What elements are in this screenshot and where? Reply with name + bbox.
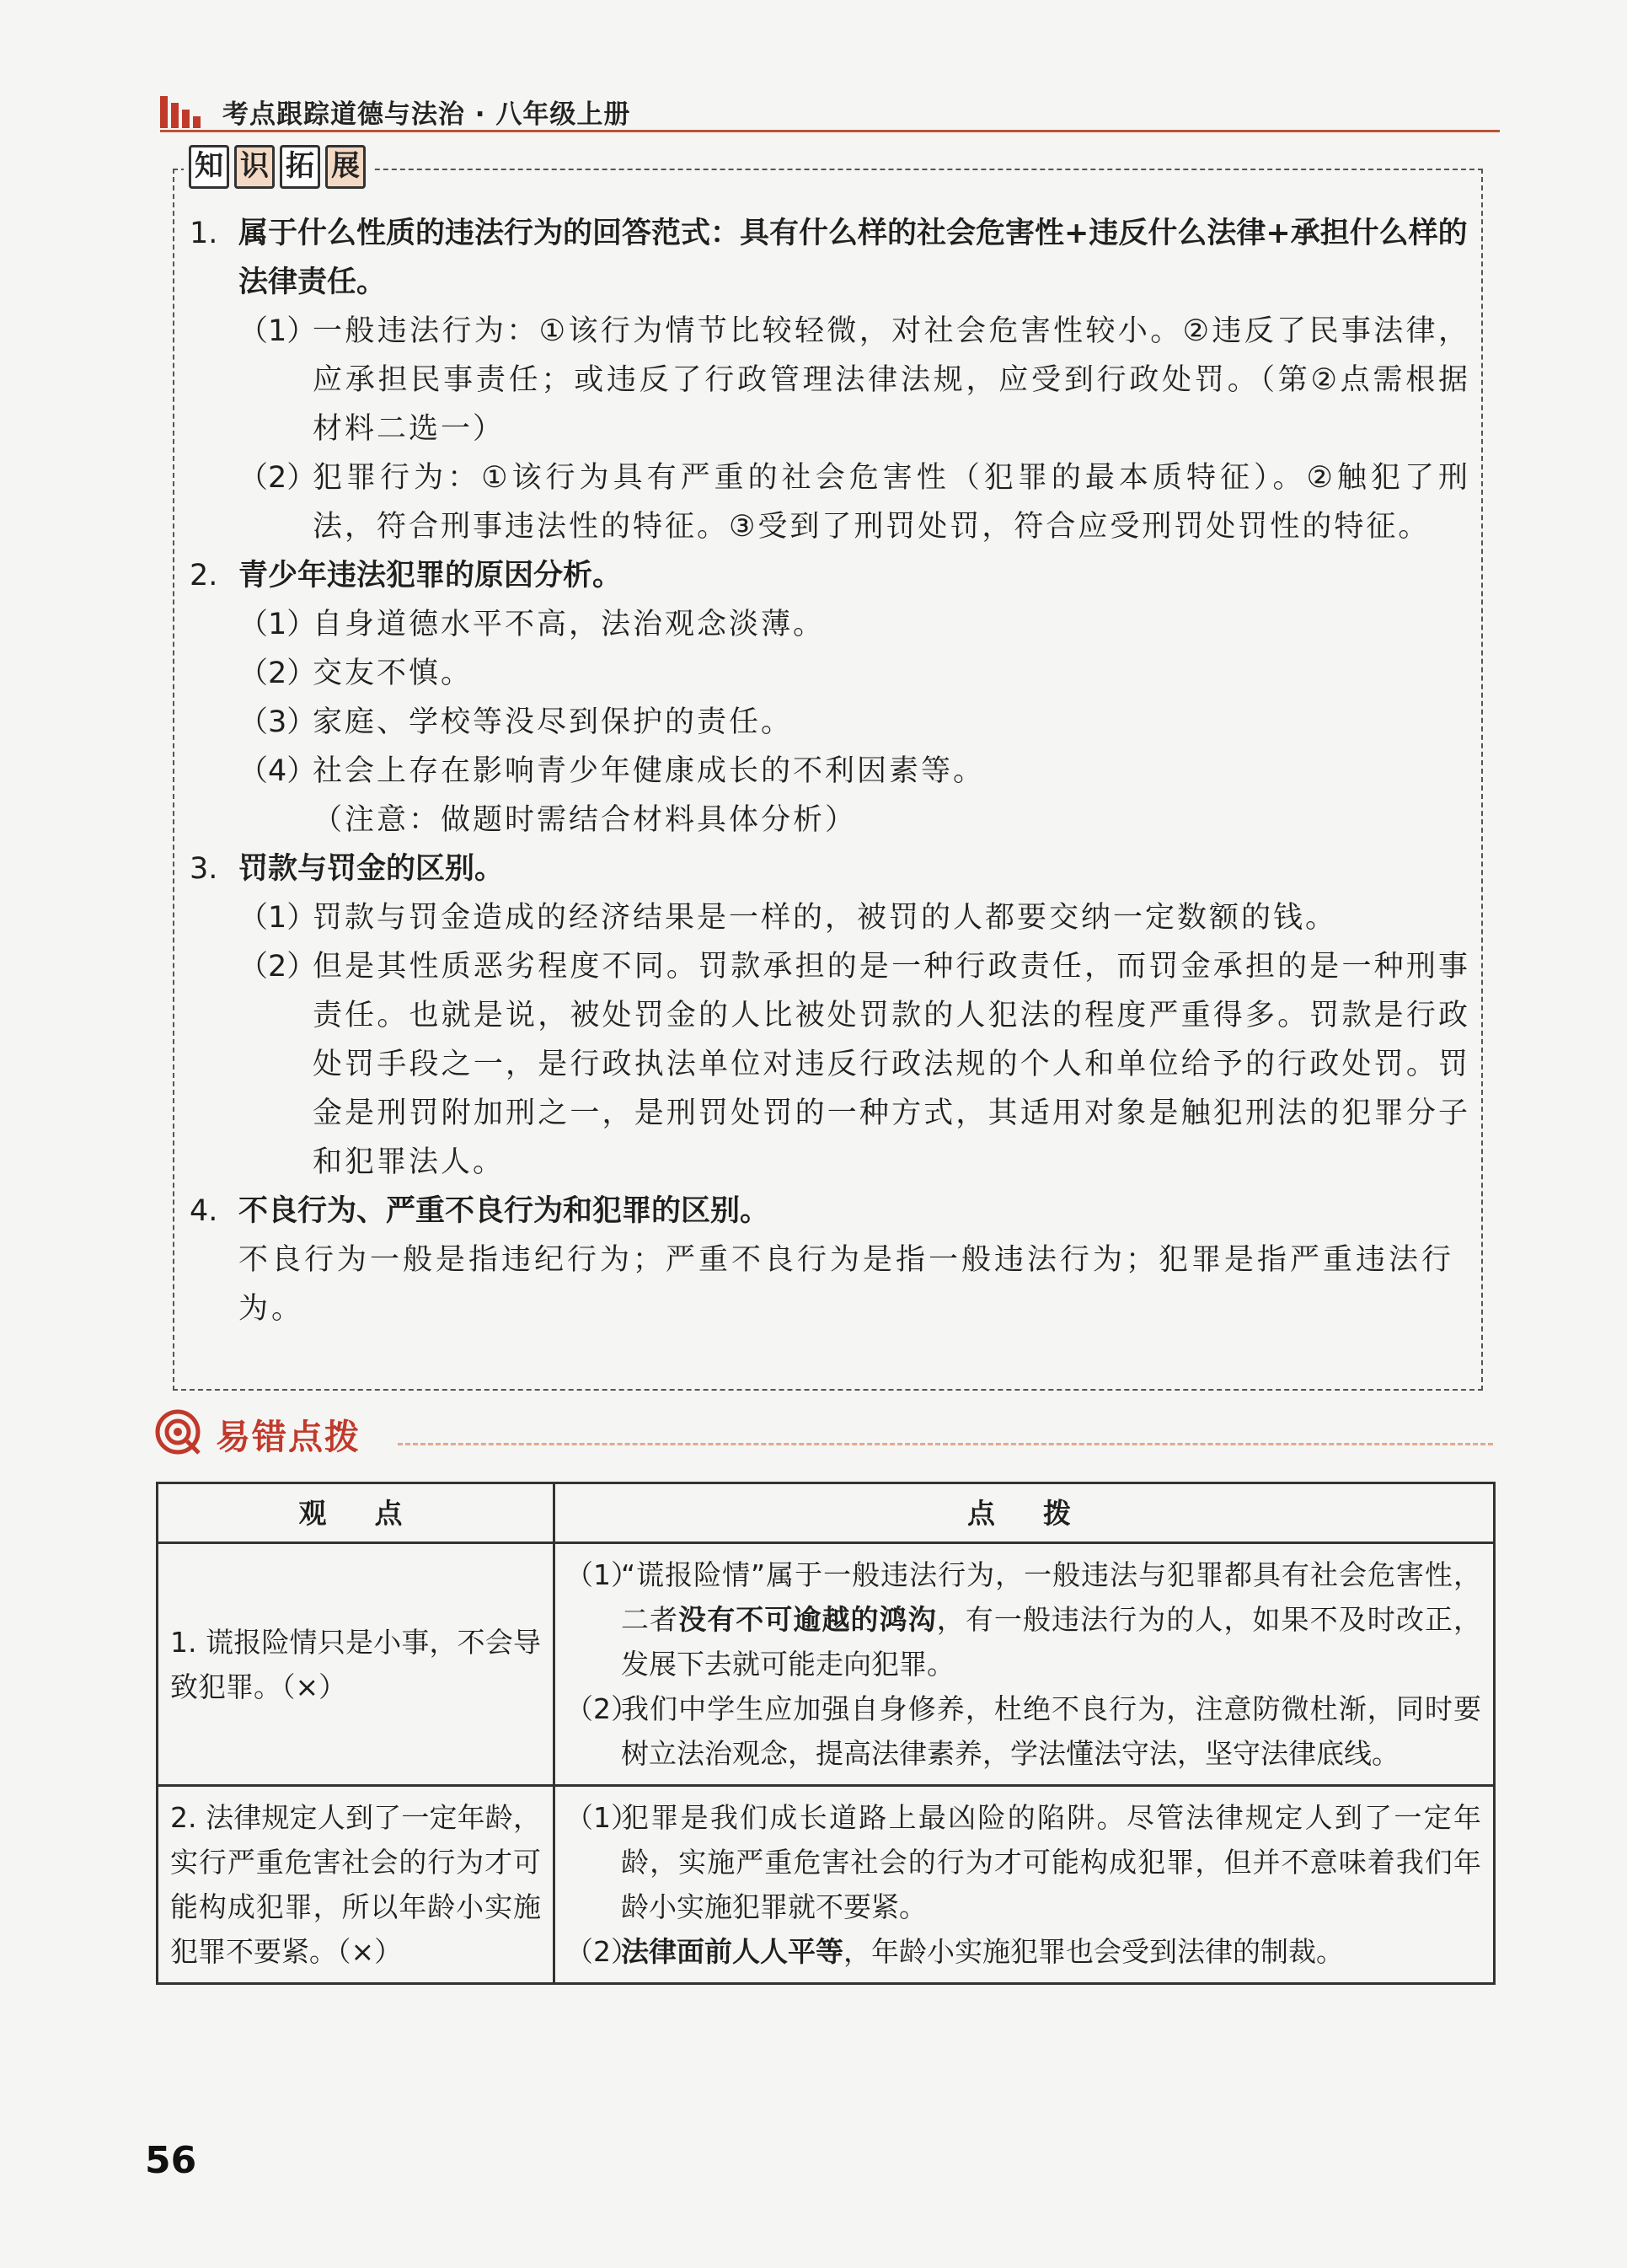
sub-number: （2） [238,950,317,984]
tip-text-part: ，有一般违法行为的人，如果不及时改正，发展下去就可能走向犯罪。 [621,1603,1482,1681]
tip-text: 犯罪是我们成长道路上最凶险的陷阱。尽管法律规定人到了一定年龄，实施严重危害社会的行为才可能构成犯罪，但并不意味着我们年龄小实施犯罪就不要紧。 [621,1801,1481,1923]
knowledge-sub-item [190,698,1470,747]
item-number: 3. [190,852,218,886]
tip-text [621,1929,1481,1974]
sub-text: 犯罪行为：①该行为具有严重的社会危害性（犯罪的最本质特征）。②触犯了刑法，符合刑事违法性的特征。③受到了刑罚处罚，符合应受刑罚处罚性的特征。 [313,461,1470,544]
item-title-text: 青少年违法犯罪的原因分析。 [238,559,623,592]
knowledge-title [184,145,374,190]
knowledge-title-char: 识 [234,145,275,189]
tip-line [565,1929,1481,1974]
knowledge-item-title [190,844,1470,893]
knowledge-title-char: 展 [325,145,366,189]
knowledge-sub-item [190,453,1470,551]
sub-number: （1） [238,608,317,641]
tip-text-part: “谎报险情”属于一般违法行为，一般违法与犯罪都具有社会危害性，二者 [621,1558,1481,1636]
knowledge-item-title [190,551,1470,600]
sub-text: 但是其性质恶劣程度不同。罚款承担的是一种行政责任，而罚金承担的是一种刑事责任。也就是说，被处罚金的人比被处罚款的人犯法的程度严重得多。罚款是行政处罚手段之一，是行政执法单位对违反行政法规的个人和单位给予的行政处罚。罚金是刑罚附加刑之一，是刑罚处罚的一种方式，其适用对象是触犯刑法的犯罪分子和犯罪法人。 [313,950,1470,1179]
knowledge-sub-item [190,942,1470,1187]
tip-number: （1） [565,1801,639,1834]
knowledge-sub-item [190,893,1470,942]
tip-cell [554,1543,1495,1786]
tip-emphasis: 没有不可逾越的鸿沟 [678,1603,937,1636]
knowledge-item-title [190,209,1470,307]
table-row [158,1786,1495,1984]
item-number: 2. [190,559,218,592]
knowledge-sub-item [190,747,1470,796]
bars-logo-icon [160,94,211,128]
header-rule [160,130,1500,132]
item-title-text: 罚款与罚金的区别。 [238,852,505,886]
sub-text: 自身道德水平不高，法治观念淡薄。 [313,608,826,641]
tip-text-part: ，年龄小实施犯罪也会受到法律的制裁。 [843,1935,1344,1968]
sub-number: （1） [238,901,317,935]
tip-cell [554,1786,1495,1984]
tip-line [565,1795,1481,1929]
sub-number: （1） [238,314,317,348]
view-cell: 1. 谎报险情只是小事，不会导致犯罪。（×） [158,1543,554,1786]
page-header [160,91,1500,131]
error-section-header [153,1406,1493,1465]
tip-text [621,1552,1481,1686]
knowledge-sub-item [190,649,1470,698]
knowledge-title-char: 知 [189,145,229,189]
knowledge-sub-item [190,307,1470,453]
sub-text: 一般违法行为：①该行为情节比较轻微，对社会危害性较小。②违反了民事法律，应承担民事责任；或违反了行政管理法律法规，应受到行政处罚。（第②点需根据材料二选一） [313,314,1470,446]
knowledge-title-char: 拓 [280,145,320,189]
tip-number: （2） [565,1692,639,1725]
tip-number: （2） [565,1935,639,1968]
view-cell: 2. 法律规定人到了一定年龄，实行严重危害社会的行为才可能构成犯罪，所以年龄小实施犯罪不要紧。（×） [158,1786,554,1984]
sub-number: （3） [238,705,317,739]
knowledge-plain-text: 不良行为一般是指违纪行为；严重不良行为是指一般违法行为；犯罪是指严重违法行为。 [238,1243,1455,1326]
sub-number: （2） [238,461,317,495]
tip-line [565,1686,1481,1776]
header-title: 考点跟踪道德与法治 · 八年级上册 [222,99,631,130]
error-section-rule [398,1443,1493,1445]
sub-number: （4） [238,754,317,788]
sub-text: 社会上存在影响青少年健康成长的不利因素等。 [313,754,986,788]
tip-line [565,1552,1481,1686]
error-table [156,1482,1496,1985]
item-title-text: 属于什么性质的违法行为的回答范式：具有什么样的社会危害性+违反什么法律+承担什么样的法律责任。 [238,217,1468,299]
knowledge-sub-item [190,600,1470,649]
table-row [158,1543,1495,1786]
sub-text: 家庭、学校等没尽到保护的责任。 [313,705,794,739]
tip-number: （1） [565,1558,639,1591]
knowledge-content [190,209,1470,1333]
item-number: 4. [190,1194,218,1228]
target-icon [153,1407,202,1456]
item-number: 1. [190,217,218,250]
tip-emphasis: 法律面前人人平等 [621,1935,843,1968]
sub-text: 罚款与罚金造成的经济结果是一样的，被罚的人都要交纳一定数额的钱。 [313,901,1338,935]
col-header-view: 观 点 [158,1483,554,1543]
knowledge-item-title [190,1187,1470,1236]
sub-text: 交友不慎。 [313,657,474,690]
tip-text: 我们中学生应加强自身修养，杜绝不良行为，注意防微杜渐，同时要树立法治观念，提高法律素养，学法懂法守法，坚守法律底线。 [621,1692,1481,1770]
error-section-title: 易错点拨 [216,1417,361,1457]
page-number: 56 [145,2139,197,2182]
item-title-text: 不良行为、严重不良行为和犯罪的区别。 [238,1194,770,1228]
sub-number: （2） [238,657,317,690]
col-header-tip: 点 拨 [554,1483,1495,1543]
knowledge-note: （注意：做题时需结合材料具体分析） [313,803,858,837]
